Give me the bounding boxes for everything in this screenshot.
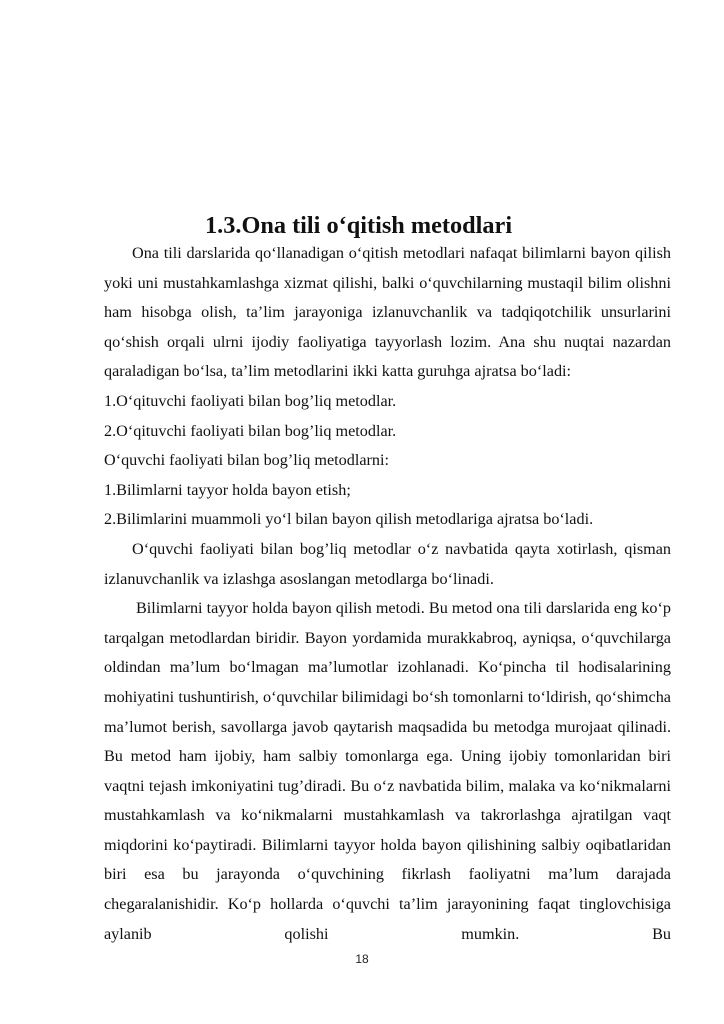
paragraph-pupil-methods: O‘quvchi faoliyati bilan bog’liq metodlar o‘z navbatida qayta xotirlash, qisman izlanuvchanlik va izlashga asoslangan metodlarga bo‘linadi. (104, 539, 671, 588)
page-number: 18 (355, 952, 369, 966)
paragraph-intro: Ona tili darslarida qo‘llanadigan o‘qitish metodlari nafaqat bilimlarni bayon qilish yoki uni mustahkamlashga xizmat qilishi, balki o‘quvchilarning mustaqil bilim olishni ham hisobga olish, ta’lim jarayoniga izlanuvchanlik va tadqiqotchilik unsurlarini qo‘shish orqali ulrni ijodiy faoliyatiga tayyorlash lozim. Ana shu nuqtai nazardan qaraladigan bo‘lsa, ta’lim metodlarini ikki katta guruhga ajratsa bo‘ladi: (104, 244, 671, 381)
list-item: 1.Bilimlarni tayyor holda bayon etish; (104, 480, 351, 499)
paragraph-ready-knowledge: Bilimlarni tayyor holda bayon qilish metodi. Bu metod ona tili darslarida eng ko‘p tarqalgan metodlardan biridir. Bayon yordamida murakkabroq, ayniqsa, o‘quvchilarga oldindan ma’lum bo‘lmagan ma’lumotlar izohlanadi. Ko‘pincha til hodisalarining mohiyatini tushuntirish, o‘quvchilar bilimidagi bo‘sh tomonlarni to‘ldirish, qo‘shimcha ma’lumot berish, savollarga javob qaytarish maqsadida bu metodga murojaat qilinadi. Bu metod ham ijobiy, ham salbiy tomonlarga ega. Uning ijobiy tomonlaridan biri vaqtni tejash imkoniyatini tug’diradi. Bu o‘z navbatida bilim, malaka va ko‘nikmalarni mustahkamlash va ko‘nikmalarni mustahkamlash va takrorlashga ajratilgan vaqt miqdorini ko‘paytiradi. Bilimlarni tayyor holda bayon qilishining salbiy oqibatlaridan biri esa bu jarayonda o‘quvchining fikrlash faoliyatni ma’lum darajada chegaralanishidir. Ko‘p hollarda o‘quvchi ta’lim jarayonining faqat tinglovchisiga aylanib qolishi mumkin. Bu (104, 599, 671, 943)
list-item: 1.O‘qituvchi faoliyati bilan bog’liq metodlar. (104, 391, 397, 410)
list-item: 2.O‘qituvchi faoliyati bilan bog’liq metodlar. (104, 421, 397, 440)
list-subheading: O‘quvchi faoliyati bilan bog’liq metodlarni: (104, 451, 390, 470)
list-item: 2.Bilimlarini muammoli yo‘l bilan bayon qilish metodlariga ajratsa bo‘ladi. (104, 510, 594, 529)
page-body (104, 212, 671, 949)
section-heading: 1.3.Ona tili o‘qitish metodlari (205, 212, 513, 239)
